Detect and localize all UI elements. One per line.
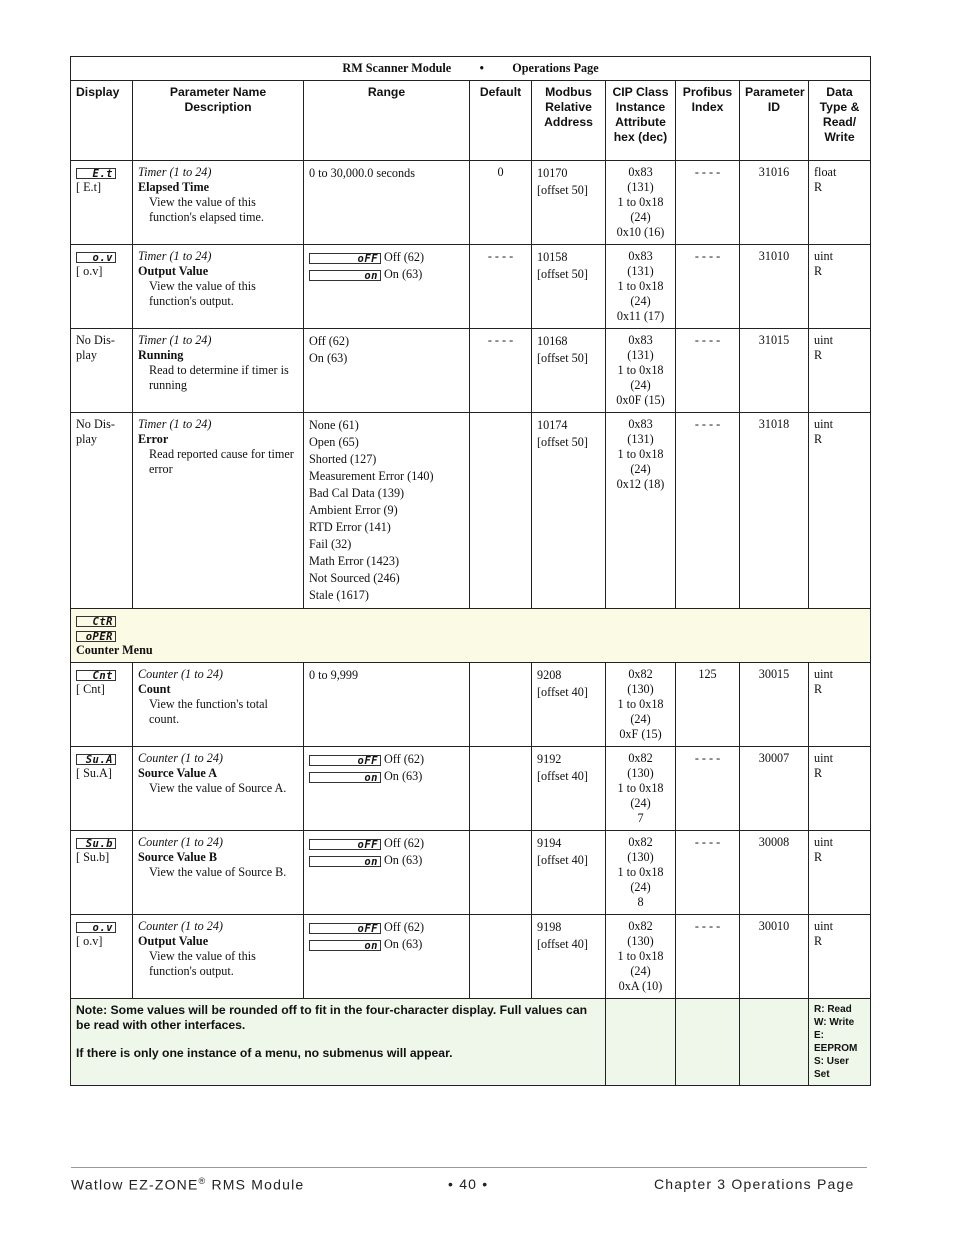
range-cell bbox=[304, 915, 470, 999]
display-code: No Dis-play bbox=[76, 333, 115, 362]
param-name: Error bbox=[138, 432, 169, 446]
range-cell bbox=[304, 663, 470, 747]
page-title: Operations Page bbox=[512, 61, 599, 75]
cip-cell bbox=[606, 161, 676, 245]
cip-cell bbox=[606, 245, 676, 329]
note-row bbox=[71, 999, 871, 1086]
display-cell bbox=[71, 663, 133, 747]
modbus-offset: [offset 40] bbox=[537, 685, 588, 699]
range-option: 0 to 30,000.0 seconds bbox=[309, 166, 415, 180]
footer-page-number: • 40 • bbox=[448, 1176, 489, 1192]
display-code: [ o.v] bbox=[76, 264, 103, 278]
display-cell bbox=[71, 329, 133, 413]
default-cell bbox=[470, 663, 532, 747]
cip-value: 1 to 0x18 bbox=[617, 195, 664, 209]
table-row bbox=[71, 413, 871, 609]
lcd-option-icon: on bbox=[309, 772, 381, 783]
display-code: [ Su.A] bbox=[76, 766, 112, 780]
cip-value: 0x10 (16) bbox=[616, 225, 665, 239]
lcd-oper-icon: oPER bbox=[76, 631, 116, 642]
cip-value: 0x82 bbox=[628, 751, 653, 765]
param-id-cell: 31010 bbox=[740, 245, 809, 329]
parameter-table bbox=[70, 56, 871, 1086]
param-id-cell: 31015 bbox=[740, 329, 809, 413]
cip-value: (130) bbox=[627, 850, 654, 864]
param-group: Counter (1 to 24) bbox=[138, 667, 223, 681]
range-option-text: On (63) bbox=[384, 267, 423, 281]
table-title-row bbox=[71, 57, 871, 81]
range-cell bbox=[304, 329, 470, 413]
param-description: View the value of this function's elapsed time. bbox=[149, 195, 264, 224]
header-param-id: Parameter ID bbox=[740, 81, 809, 161]
modbus-address: 10174 bbox=[537, 418, 568, 432]
footer-divider bbox=[71, 1167, 867, 1168]
modbus-cell bbox=[532, 915, 606, 999]
modbus-address: 10158 bbox=[537, 250, 568, 264]
range-option bbox=[309, 768, 464, 785]
cip-value: 8 bbox=[637, 895, 644, 909]
lcd-option-icon: on bbox=[309, 270, 381, 281]
footer-chapter: Chapter 3 Operations Page bbox=[654, 1176, 855, 1192]
cip-value: 1 to 0x18 bbox=[617, 697, 664, 711]
data-type-cell bbox=[809, 329, 871, 413]
display-cell bbox=[71, 747, 133, 831]
param-group: Timer (1 to 24) bbox=[138, 333, 212, 347]
range-option-text: Off (62) bbox=[384, 250, 425, 264]
range-option-text: On (63) bbox=[384, 853, 423, 867]
default-cell: - - - - bbox=[470, 245, 532, 329]
range-option: Fail (32) bbox=[309, 537, 352, 551]
modbus-offset: [offset 40] bbox=[537, 769, 588, 783]
cip-value: (131) bbox=[627, 432, 654, 446]
cip-value: 0x83 bbox=[628, 165, 653, 179]
default-cell bbox=[470, 831, 532, 915]
cip-value: 1 to 0x18 bbox=[617, 865, 664, 879]
range-option-text: On (63) bbox=[384, 769, 423, 783]
table-row bbox=[71, 245, 871, 329]
data-type-cell bbox=[809, 915, 871, 999]
display-cell bbox=[71, 831, 133, 915]
cip-value: 0x82 bbox=[628, 835, 653, 849]
range-option bbox=[309, 835, 464, 852]
data-type: uint bbox=[814, 667, 833, 681]
param-id-cell: 30015 bbox=[740, 663, 809, 747]
note-empty-3 bbox=[740, 999, 809, 1086]
cip-value: (24) bbox=[630, 964, 651, 978]
data-type-cell bbox=[809, 831, 871, 915]
range-option: Ambient Error (9) bbox=[309, 503, 398, 517]
modbus-address: 9192 bbox=[537, 752, 562, 766]
param-group: Timer (1 to 24) bbox=[138, 249, 212, 263]
param-name-cell bbox=[133, 663, 304, 747]
cip-cell bbox=[606, 915, 676, 999]
table-row bbox=[71, 747, 871, 831]
range-option bbox=[309, 266, 464, 283]
cip-value: 0x11 (17) bbox=[616, 309, 665, 323]
counter-menu-title: Counter Menu bbox=[76, 643, 153, 657]
read-write: R bbox=[814, 682, 823, 696]
range-option bbox=[309, 919, 464, 936]
display-cell bbox=[71, 245, 133, 329]
cip-cell bbox=[606, 663, 676, 747]
note-cell bbox=[71, 999, 606, 1086]
range-option: Shorted (127) bbox=[309, 452, 377, 466]
cip-value: (24) bbox=[630, 210, 651, 224]
cip-cell bbox=[606, 329, 676, 413]
read-write: R bbox=[814, 934, 823, 948]
param-name-cell bbox=[133, 245, 304, 329]
modbus-address: 10170 bbox=[537, 166, 568, 180]
header-cip: CIP Class Instance Attribute hex (dec) bbox=[606, 81, 676, 161]
cip-cell bbox=[606, 831, 676, 915]
cip-value: (130) bbox=[627, 934, 654, 948]
range-option: On (63) bbox=[309, 351, 348, 365]
param-name: Output Value bbox=[138, 934, 209, 948]
param-name: Source Value B bbox=[138, 850, 218, 864]
modbus-address: 9194 bbox=[537, 836, 562, 850]
read-write: R bbox=[814, 264, 823, 278]
legend-write: W: Write bbox=[814, 1017, 855, 1028]
table-title bbox=[71, 57, 871, 81]
profibus-cell: 125 bbox=[676, 663, 740, 747]
range-option: Open (65) bbox=[309, 435, 359, 449]
note-empty-1 bbox=[606, 999, 676, 1086]
data-type-cell bbox=[809, 747, 871, 831]
modbus-offset: [offset 50] bbox=[537, 351, 588, 365]
param-description: View the value of this function's output. bbox=[149, 279, 256, 308]
cip-value: (131) bbox=[627, 180, 654, 194]
param-name-cell bbox=[133, 329, 304, 413]
range-option: Stale (1617) bbox=[309, 588, 369, 602]
profibus-cell: - - - - bbox=[676, 831, 740, 915]
range-option: RTD Error (141) bbox=[309, 520, 391, 534]
param-description: Read to determine if timer is running bbox=[149, 363, 289, 392]
cip-value: (24) bbox=[630, 712, 651, 726]
cip-value: (24) bbox=[630, 294, 651, 308]
header-modbus: Modbus Relative Address bbox=[532, 81, 606, 161]
modbus-cell bbox=[532, 663, 606, 747]
default-cell bbox=[470, 413, 532, 609]
range-option-text: Off (62) bbox=[384, 920, 425, 934]
modbus-cell bbox=[532, 831, 606, 915]
cip-value: 0xF (15) bbox=[619, 727, 662, 741]
legend-read: R: Read bbox=[814, 1004, 852, 1015]
table-row bbox=[71, 161, 871, 245]
cip-value: (131) bbox=[627, 264, 654, 278]
display-cell bbox=[71, 915, 133, 999]
lcd-ctr-icon: CtR bbox=[76, 616, 116, 627]
range-cell bbox=[304, 245, 470, 329]
param-name-cell bbox=[133, 413, 304, 609]
lcd-option-icon: on bbox=[309, 940, 381, 951]
param-description: View the value of this function's output. bbox=[149, 949, 256, 978]
footer-registered: ® bbox=[198, 1176, 207, 1186]
cip-value: (130) bbox=[627, 682, 654, 696]
profibus-cell: - - - - bbox=[676, 329, 740, 413]
rw-legend bbox=[809, 999, 871, 1086]
display-cell bbox=[71, 413, 133, 609]
modbus-cell bbox=[532, 245, 606, 329]
range-option-text: On (63) bbox=[384, 937, 423, 951]
param-group: Timer (1 to 24) bbox=[138, 417, 212, 431]
param-description: View the value of Source B. bbox=[149, 865, 287, 879]
lcd-display-icon: Cnt bbox=[76, 670, 116, 681]
profibus-cell: - - - - bbox=[676, 245, 740, 329]
read-write: R bbox=[814, 766, 823, 780]
param-name: Source Value A bbox=[138, 766, 218, 780]
data-type: uint bbox=[814, 751, 833, 765]
default-cell bbox=[470, 747, 532, 831]
modbus-offset: [offset 50] bbox=[537, 183, 588, 197]
modbus-address: 10168 bbox=[537, 334, 568, 348]
data-type: uint bbox=[814, 249, 833, 263]
data-type: float bbox=[814, 165, 837, 179]
cip-value: 0x83 bbox=[628, 249, 653, 263]
param-id-cell: 30010 bbox=[740, 915, 809, 999]
lcd-display-icon: o.v bbox=[76, 252, 116, 263]
param-id-cell: 30007 bbox=[740, 747, 809, 831]
param-group: Counter (1 to 24) bbox=[138, 919, 223, 933]
data-type-cell bbox=[809, 413, 871, 609]
range-option: Bad Cal Data (139) bbox=[309, 486, 405, 500]
range-cell bbox=[304, 831, 470, 915]
modbus-address: 9208 bbox=[537, 668, 562, 682]
default-cell: 0 bbox=[470, 161, 532, 245]
data-type-cell bbox=[809, 245, 871, 329]
param-name: Count bbox=[138, 682, 171, 696]
param-id-cell: 31016 bbox=[740, 161, 809, 245]
range-option bbox=[309, 936, 464, 953]
profibus-cell: - - - - bbox=[676, 747, 740, 831]
modbus-address: 9198 bbox=[537, 920, 562, 934]
cip-value: (131) bbox=[627, 348, 654, 362]
cip-value: 0x82 bbox=[628, 919, 653, 933]
param-description: Read reported cause for timer error bbox=[149, 447, 294, 476]
cip-value: 0xA (10) bbox=[618, 979, 663, 993]
data-type: uint bbox=[814, 333, 833, 347]
cip-cell bbox=[606, 747, 676, 831]
cip-value: 0x0F (15) bbox=[616, 393, 665, 407]
range-option bbox=[309, 751, 464, 768]
modbus-cell bbox=[532, 161, 606, 245]
lcd-option-icon: oFF bbox=[309, 253, 381, 264]
cip-value: 0x83 bbox=[628, 333, 653, 347]
default-cell: - - - - bbox=[470, 329, 532, 413]
lcd-option-icon: on bbox=[309, 856, 381, 867]
header-range: Range bbox=[304, 81, 470, 161]
param-name: Output Value bbox=[138, 264, 209, 278]
legend-eeprom: E: EEPROM bbox=[814, 1030, 858, 1054]
data-type-cell bbox=[809, 161, 871, 245]
note-line-2: If there is only one instance of a menu, no submenus will appear. bbox=[76, 1046, 453, 1060]
timer-rows bbox=[71, 161, 871, 609]
table-row bbox=[71, 663, 871, 747]
range-option: Math Error (1423) bbox=[309, 554, 400, 568]
modbus-offset: [offset 50] bbox=[537, 435, 588, 449]
range-option: None (61) bbox=[309, 418, 359, 432]
cip-value: 1 to 0x18 bbox=[617, 279, 664, 293]
range-option-text: Off (62) bbox=[384, 836, 425, 850]
cip-value: 1 to 0x18 bbox=[617, 363, 664, 377]
param-name-cell bbox=[133, 915, 304, 999]
modbus-cell bbox=[532, 747, 606, 831]
display-code: No Dis-play bbox=[76, 417, 115, 446]
read-write: R bbox=[814, 348, 823, 362]
param-name-cell bbox=[133, 747, 304, 831]
header-param-name: Parameter Name Description bbox=[133, 81, 304, 161]
note-line-1: Note: Some values will be rounded off to fit in the four-character display. Full values can be read with other interfaces. bbox=[76, 1003, 588, 1032]
param-id-cell: 31018 bbox=[740, 413, 809, 609]
cip-value: 0x82 bbox=[628, 667, 653, 681]
header-display: Display bbox=[71, 81, 133, 161]
display-code: [ Cnt] bbox=[76, 682, 105, 696]
modbus-offset: [offset 50] bbox=[537, 267, 588, 281]
range-option: Not Sourced (246) bbox=[309, 571, 400, 585]
lcd-display-icon: Su.A bbox=[76, 754, 116, 765]
header-row bbox=[71, 81, 871, 161]
modbus-cell bbox=[532, 413, 606, 609]
display-code: [ o.v] bbox=[76, 934, 103, 948]
header-default: Default bbox=[470, 81, 532, 161]
cip-value: (24) bbox=[630, 462, 651, 476]
read-write: R bbox=[814, 432, 823, 446]
modbus-cell bbox=[532, 329, 606, 413]
legend-user-set: S: User Set bbox=[814, 1056, 850, 1080]
param-description: View the value of Source A. bbox=[149, 781, 287, 795]
module-title: RM Scanner Module bbox=[342, 61, 452, 75]
table-row bbox=[71, 915, 871, 999]
range-option: Off (62) bbox=[309, 334, 350, 348]
param-group: Timer (1 to 24) bbox=[138, 165, 212, 179]
profibus-cell: - - - - bbox=[676, 413, 740, 609]
profibus-cell: - - - - bbox=[676, 161, 740, 245]
param-name: Running bbox=[138, 348, 184, 362]
param-id-cell: 30008 bbox=[740, 831, 809, 915]
counter-rows bbox=[71, 663, 871, 999]
range-cell bbox=[304, 413, 470, 609]
cip-value: 1 to 0x18 bbox=[617, 949, 664, 963]
note-empty-2 bbox=[676, 999, 740, 1086]
range-option-text: Off (62) bbox=[384, 752, 425, 766]
default-cell bbox=[470, 915, 532, 999]
range-option: 0 to 9,999 bbox=[309, 668, 359, 682]
cip-value: 7 bbox=[637, 811, 644, 825]
modbus-offset: [offset 40] bbox=[537, 937, 588, 951]
param-group: Counter (1 to 24) bbox=[138, 751, 223, 765]
profibus-cell: - - - - bbox=[676, 915, 740, 999]
range-option bbox=[309, 852, 464, 869]
range-option bbox=[309, 249, 464, 266]
cip-value: 0x12 (18) bbox=[616, 477, 665, 491]
footer-brand: Watlow EZ-ZONE bbox=[71, 1176, 199, 1193]
cip-value: (24) bbox=[630, 796, 651, 810]
table-row bbox=[71, 329, 871, 413]
footer-product: RMS Module bbox=[206, 1176, 305, 1193]
display-code: [ Su.b] bbox=[76, 850, 110, 864]
cip-value: (130) bbox=[627, 766, 654, 780]
data-type-cell bbox=[809, 663, 871, 747]
header-profibus: Profibus Index bbox=[676, 81, 740, 161]
counter-menu-row bbox=[71, 609, 871, 663]
counter-menu-cell bbox=[71, 609, 871, 663]
cip-value: 1 to 0x18 bbox=[617, 781, 664, 795]
lcd-option-icon: oFF bbox=[309, 839, 381, 850]
header-data-type: Data Type & Read/ Write bbox=[809, 81, 871, 161]
lcd-option-icon: oFF bbox=[309, 923, 381, 934]
data-type: uint bbox=[814, 417, 833, 431]
display-code: [ E.t] bbox=[76, 180, 102, 194]
range-cell bbox=[304, 747, 470, 831]
modbus-offset: [offset 40] bbox=[537, 853, 588, 867]
data-type: uint bbox=[814, 835, 833, 849]
param-name: Elapsed Time bbox=[138, 180, 210, 194]
data-type: uint bbox=[814, 919, 833, 933]
cip-cell bbox=[606, 413, 676, 609]
lcd-display-icon: Su.b bbox=[76, 838, 116, 849]
lcd-display-icon: E.t bbox=[76, 168, 116, 179]
cip-value: (24) bbox=[630, 880, 651, 894]
read-write: R bbox=[814, 850, 823, 864]
cip-value: 0x83 bbox=[628, 417, 653, 431]
param-name-cell bbox=[133, 161, 304, 245]
title-bullet: • bbox=[479, 61, 484, 75]
cip-value: 1 to 0x18 bbox=[617, 447, 664, 461]
read-write: R bbox=[814, 180, 823, 194]
param-description: View the function's total count. bbox=[149, 697, 268, 726]
lcd-option-icon: oFF bbox=[309, 755, 381, 766]
range-cell bbox=[304, 161, 470, 245]
lcd-display-icon: o.v bbox=[76, 922, 116, 933]
range-option: Measurement Error (140) bbox=[309, 469, 434, 483]
display-cell bbox=[71, 161, 133, 245]
table-row bbox=[71, 831, 871, 915]
param-name-cell bbox=[133, 831, 304, 915]
cip-value: (24) bbox=[630, 378, 651, 392]
footer-left bbox=[71, 1176, 304, 1193]
param-group: Counter (1 to 24) bbox=[138, 835, 223, 849]
